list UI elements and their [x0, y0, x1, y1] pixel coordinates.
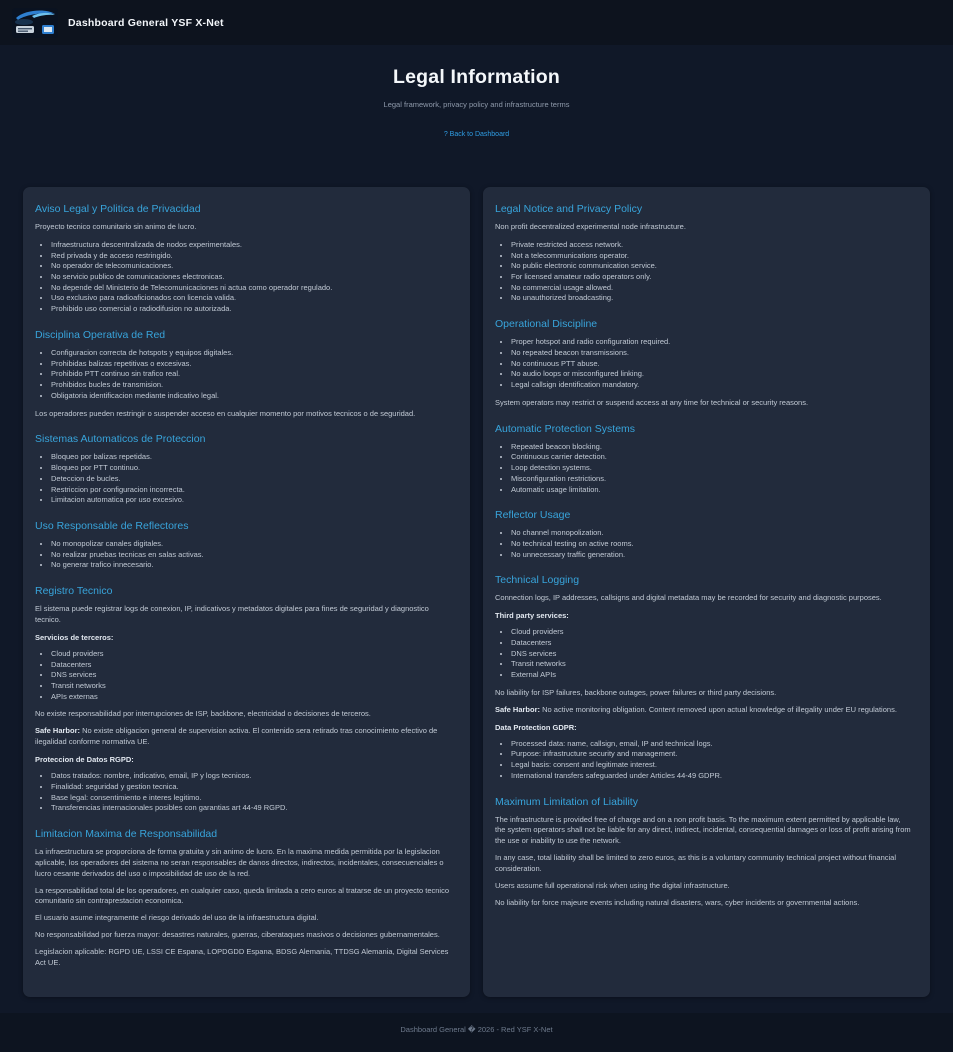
list-item: • DNS services [51, 670, 452, 681]
footer-text: Dashboard General � 2026 - Red YSF X-Net [400, 1024, 553, 1034]
list-item: • Obligatoria identificacion mediante indicativo legal. [51, 391, 452, 402]
list-item: • Misconfiguration restrictions. [511, 474, 912, 485]
top-header-bar [0, 0, 953, 45]
legal-card-en [483, 187, 930, 997]
paragraph: System operators may restrict or suspend access at any time for technical or security reasons. [495, 397, 809, 407]
paragraph: Safe Harbor: No existe obligacion general de supervision activa. El contenido sera retirado tras conocimiento efectivo de ilegalidad conforme normativa UE. [35, 726, 438, 747]
list-item: • No realizar pruebas tecnicas en salas activas. [51, 550, 452, 561]
bullet-list [495, 627, 912, 681]
list-item: • No technical testing on active rooms. [511, 539, 912, 550]
list-item: • Private restricted access network. [511, 240, 912, 251]
section-heading: Reflector Usage [495, 509, 571, 522]
list-item: • DNS services [511, 649, 912, 660]
section-heading: Disciplina Operativa de Red [35, 328, 166, 341]
list-item: • Processed data: name, callsign, email, IP and technical logs. [511, 739, 912, 750]
bold-label: Servicios de terceros: [35, 632, 114, 642]
hero-section [0, 45, 953, 187]
paragraph: In any case, total liability shall be limited to zero euros, as this is a voluntary community technical project without financial consideration. [495, 853, 897, 873]
list-item: • Finalidad: seguridad y gestion tecnica. [51, 782, 452, 793]
list-item: • No audio loops or misconfigured linking. [511, 369, 912, 380]
bullet-list [35, 771, 452, 814]
bullet-list [35, 452, 452, 506]
paragraph: Legislacion aplicable: RGPD UE, LSSI CE Espana, LOPDGDD Espana, BDSG Alemania, TTDSG Alemania, Digital Services Act UE. [35, 947, 449, 967]
list-item: • Legal callsign identification mandatory. [511, 380, 912, 391]
bullet-list [35, 649, 452, 703]
list-item: • External APIs [511, 670, 912, 681]
list-item: • Continuous carrier detection. [511, 452, 912, 463]
list-item: • Restriccion por configuracion incorrecta. [51, 485, 452, 496]
paragraph: El sistema puede registrar logs de conexion, IP, indicativos y metadatos digitales para fines de seguridad y diagnostico tecnico. [35, 604, 429, 624]
list-item: • Base legal: consentimiento e interes legitimo. [51, 793, 452, 804]
page-subtitle: Legal framework, privacy policy and infrastructure terms [383, 100, 570, 109]
back-to-dashboard-link[interactable]: ? Back to Dashboard [443, 131, 510, 138]
section-heading: Technical Logging [495, 574, 580, 587]
section-heading: Automatic Protection Systems [495, 422, 636, 435]
list-item: • Datacenters [511, 638, 912, 649]
list-item: • No servicio publico de comunicaciones electronicas. [51, 272, 452, 283]
paragraph: Connection logs, IP addresses, callsigns and digital metadata may be recorded for security and diagnostic purposes. [495, 593, 882, 603]
paragraph: No existe responsabilidad por interrupciones de ISP, backbone, electricidad o decisiones de terceros. [35, 709, 371, 719]
paragraph: The infrastructure is provided free of charge and on a non profit basis. To the maximum extent permitted by applicable law, the system operators shall not be liable for any direct, indirect, incidental, consequential damages or loss of profit arising from the use or inability to use the network. [495, 814, 911, 846]
list-item: • No commercial usage allowed. [511, 283, 912, 294]
paragraph: Safe Harbor: No active monitoring obligation. Content removed upon actual knowledge of illegality under EU regulations. [495, 704, 897, 714]
list-item: • Prohibido PTT continuo sin trafico real. [51, 369, 452, 380]
list-item: • Cloud providers [511, 627, 912, 638]
list-item: • Legal basis: consent and legitimate interest. [511, 760, 912, 771]
list-item: • No depende del Ministerio de Telecomunicaciones ni actua como operador regulado. [51, 283, 452, 294]
list-item: • Prohibidas balizas repetitivas o excesivas. [51, 359, 452, 370]
list-item: • Automatic usage limitation. [511, 485, 912, 496]
page-title: Legal Information [393, 66, 560, 88]
bullet-list [35, 539, 452, 571]
list-item: • No monopolizar canales digitales. [51, 539, 452, 550]
list-item: • Transferencias internacionales posibles con garantias art 44-49 RGPD. [51, 803, 452, 814]
list-item: • International transfers safeguarded under Articles 44-49 GDPR. [511, 771, 912, 782]
section-heading: Limitacion Maxima de Responsabilidad [35, 827, 218, 840]
bold-label: Third party services: [495, 611, 569, 621]
paragraph: Los operadores pueden restringir o suspender acceso en cualquier momento por motivos tecnicos o de seguridad. [35, 408, 416, 418]
list-item: • Not a telecommunications operator. [511, 251, 912, 262]
list-item: • Bloqueo por PTT continuo. [51, 463, 452, 474]
list-item: • Uso exclusivo para radioaficionados con licencia valida. [51, 293, 452, 304]
section-heading: Registro Tecnico [35, 585, 113, 598]
paragraph: El usuario asume integramente el riesgo derivado del uso de la infraestructura digital. [35, 913, 319, 923]
section-heading: Operational Discipline [495, 318, 598, 331]
list-item: • Transit networks [51, 681, 452, 692]
list-item: • No continuous PTT abuse. [511, 359, 912, 370]
list-item: • For licensed amateur radio operators only. [511, 272, 912, 283]
list-item: • Purpose: infrastructure security and management. [511, 749, 912, 760]
bullet-list [495, 528, 912, 560]
brand-logo-icon [12, 8, 58, 38]
page-footer [0, 1013, 953, 1052]
list-item: • No operador de telecomunicaciones. [51, 261, 452, 272]
paragraph: La responsabilidad total de los operadores, en cualquier caso, queda limitada a cero euros al tratarse de un proyecto tecnico comunitario sin contraprestacion economica. [35, 885, 450, 906]
paragraph: Users assume full operational risk when using the digital infrastructure. [495, 880, 730, 890]
list-item: • Limitacion automatica por uso excesivo. [51, 495, 452, 506]
list-item: • Configuracion correcta de hotspots y equipos digitales. [51, 348, 452, 359]
list-item: • Prohibido uso comercial o radiodifusion no autorizada. [51, 304, 452, 315]
section-heading: Uso Responsable de Reflectores [35, 519, 189, 532]
list-item: • No repeated beacon transmissions. [511, 348, 912, 359]
bullet-list [35, 240, 452, 315]
paragraph: La infraestructura se proporciona de forma gratuita y sin animo de lucro. En la maxima medida permitida por la legislacion aplicable, los operadores del sistema no seran responsables de danos directos, indirectos, incidentales, consecuenciales o lucro cesante derivados del uso o imposibilidad de uso de la red. [35, 846, 444, 878]
list-item: • Red privada y de acceso restringido. [51, 251, 452, 262]
legal-card-es [23, 187, 470, 997]
list-item: • Deteccion de bucles. [51, 474, 452, 485]
list-item: • Proper hotspot and radio configuration required. [511, 337, 912, 348]
list-item: • Repeated beacon blocking. [511, 442, 912, 453]
list-item: • Datacenters [51, 660, 452, 671]
section-heading: Aviso Legal y Politica de Privacidad [35, 203, 201, 215]
bullet-list [495, 337, 912, 391]
section-heading: Legal Notice and Privacy Policy [495, 203, 643, 215]
paragraph: Non profit decentralized experimental node infrastructure. [495, 222, 686, 231]
bullet-list [495, 739, 912, 782]
bullet-list [35, 348, 452, 402]
brand-logo[interactable] [12, 8, 58, 38]
paragraph: Proyecto tecnico comunitario sin animo de lucro. [35, 222, 197, 231]
app-title: Dashboard General YSF X-Net [68, 16, 224, 29]
paragraph: No liability for ISP failures, backbone outages, power failures or third party decisions. [495, 687, 777, 697]
list-item: • Loop detection systems. [511, 463, 912, 474]
section-heading: Sistemas Automaticos de Proteccion [35, 433, 206, 446]
list-item: • No generar trafico innecesario. [51, 560, 452, 571]
list-item: • Transit networks [511, 659, 912, 670]
section-heading: Maximum Limitation of Liability [495, 795, 638, 808]
bold-label: Proteccion de Datos RGPD: [35, 755, 134, 765]
list-item: • Prohibidos bucles de transmision. [51, 380, 452, 391]
paragraph: No responsabilidad por fuerza mayor: desastres naturales, guerras, ciberataques masivos o decisiones gubernamentales. [35, 930, 440, 940]
paragraph: No liability for force majeure events including natural disasters, wars, cyber incidents or governmental actions. [495, 897, 860, 907]
list-item: • APIs externas [51, 692, 452, 703]
list-item: • No unauthorized broadcasting. [511, 293, 912, 304]
bold-label: Data Protection GDPR: [495, 722, 577, 732]
list-item: • Bloqueo por balizas repetidas. [51, 452, 452, 463]
list-item: • No unnecessary traffic generation. [511, 550, 912, 561]
list-item: • Datos tratados: nombre, indicativo, email, IP y logs tecnicos. [51, 771, 452, 782]
legal-columns [0, 187, 953, 997]
bullet-list [495, 240, 912, 304]
list-item: • No public electronic communication service. [511, 261, 912, 272]
list-item: • Infraestructura descentralizada de nodos experimentales. [51, 240, 452, 251]
bullet-list [495, 442, 912, 496]
list-item: • Cloud providers [51, 649, 452, 660]
list-item: • No channel monopolization. [511, 528, 912, 539]
